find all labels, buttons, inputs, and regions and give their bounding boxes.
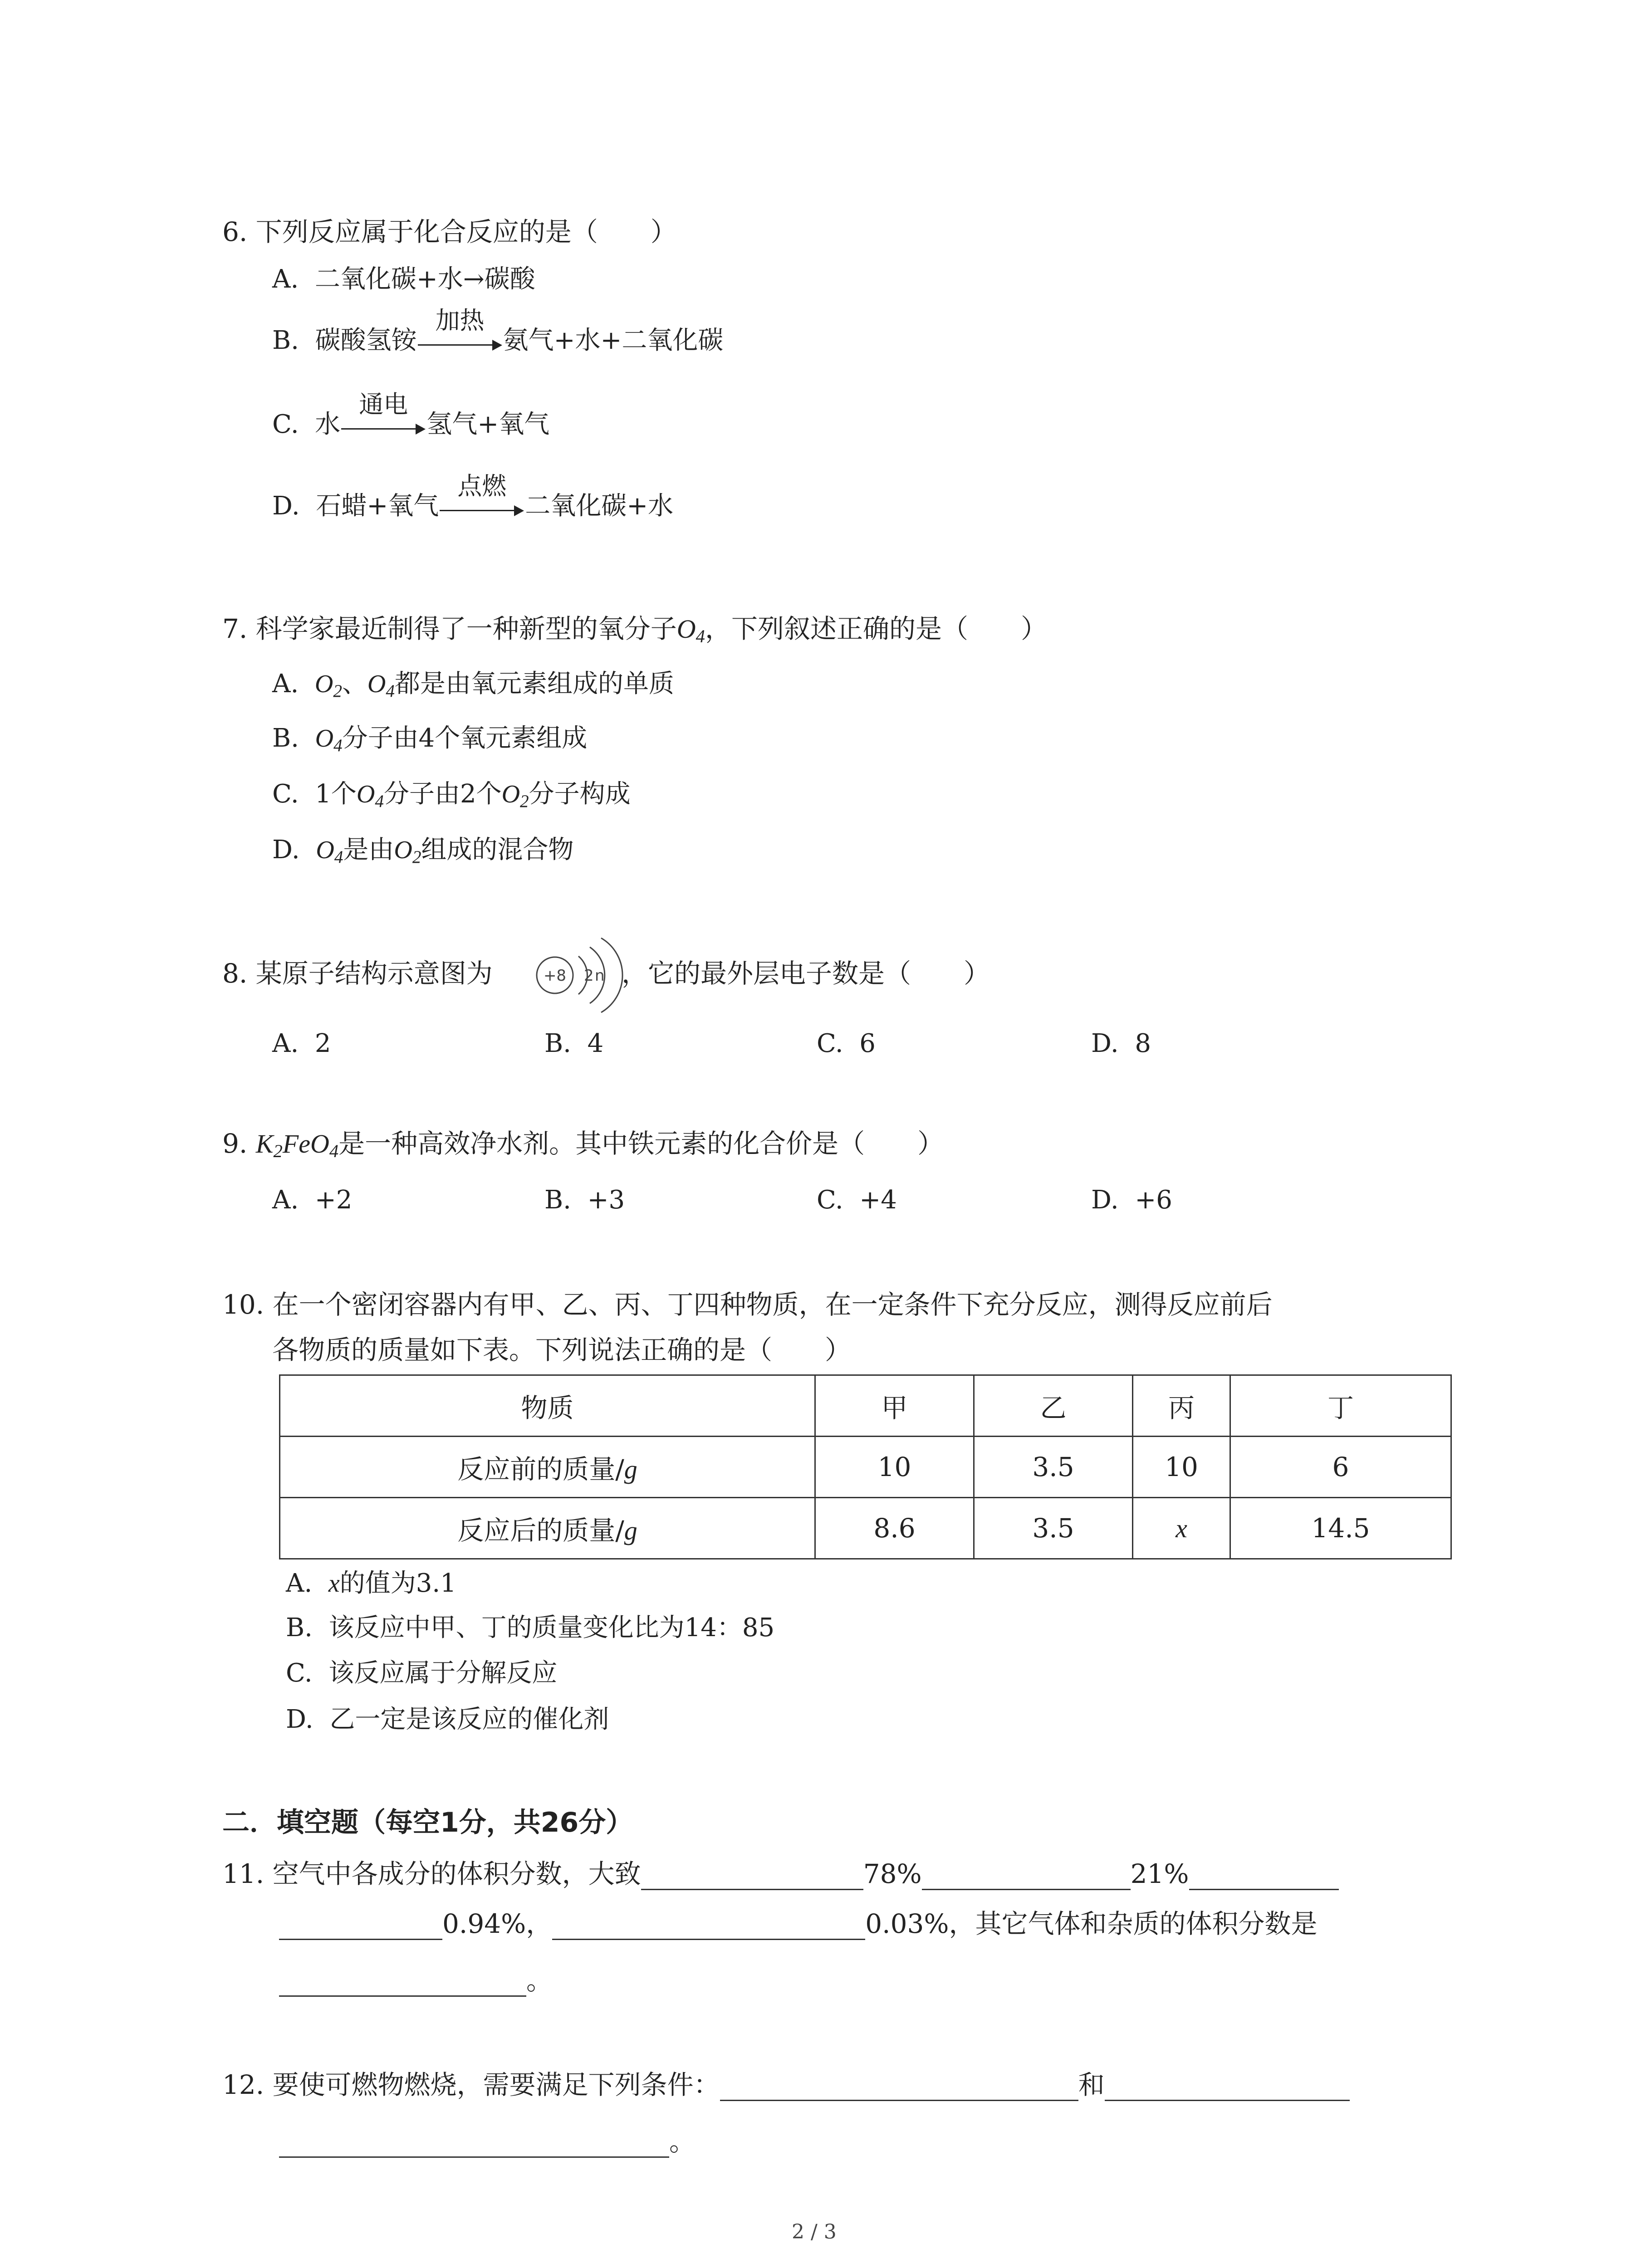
q8-stem-post: ，它的最外层电子数是（ ） [622, 958, 990, 989]
q10-stem-line1: 10. 在一个密闭容器内有甲、乙、丙、丁四种物质，在一定条件下充分反应，测得反应前后 [222, 1289, 1273, 1320]
q8-option-a: A. 2 [272, 1029, 331, 1058]
q9-option-c: C. +4 [817, 1185, 897, 1215]
value-text: 78% [863, 1858, 922, 1889]
formula: $O_4$ [676, 614, 705, 647]
q8-stem-pre: 8. 某原子结构示意图为 [222, 958, 493, 989]
q10-option-b: B. 该反应中甲、丁的质量变化比为14：85 [286, 1613, 775, 1642]
table-header-cell: 丙 [1133, 1375, 1230, 1437]
q11-line3: 。 [279, 1964, 553, 1997]
formula: $K_2FeO_4$ [255, 1129, 339, 1162]
reaction-condition: 通电 [359, 390, 408, 419]
q9-option-d: D. +6 [1091, 1185, 1172, 1215]
option-value: +2 [314, 1185, 353, 1215]
q10-option-d: D. 乙一定是该反应的催化剂 [286, 1705, 609, 1734]
option-label: D. [272, 835, 300, 865]
table-row-label: 反应后的质量/g [280, 1498, 815, 1559]
reaction-arrow [439, 472, 525, 523]
option-label: C. [272, 410, 299, 439]
product: 氢气+氧气 [426, 410, 550, 439]
table-cell: 3.5 [974, 1498, 1133, 1559]
option-text: 分子构成 [529, 779, 631, 809]
formula: $O_4$ [315, 724, 343, 755]
option-value: 6 [859, 1029, 876, 1058]
table-header-cell: 物质 [280, 1375, 815, 1437]
formula: $O_4$ [316, 836, 343, 867]
table-cell: 10 [1133, 1437, 1230, 1498]
reactant: 碳酸氢铵 [315, 326, 417, 355]
option-value: 8 [1135, 1029, 1151, 1058]
q11-line1: 11. 空气中各成分的体积分数，大致 78% 21% [222, 1857, 1339, 1890]
q12-line2: 。 [279, 2125, 696, 2158]
nucleus-charge: +8 [543, 967, 567, 985]
q12-line1: 12. 要使可燃物燃烧，需要满足下列条件： 和 [222, 2068, 1350, 2101]
q10-option-c: C. 该反应属于分解反应 [286, 1658, 558, 1688]
option-label: A. [272, 669, 299, 699]
q7-option-b [272, 722, 587, 762]
q8-option-b: B. 4 [544, 1029, 604, 1058]
table-cell: 10 [815, 1437, 974, 1498]
table-header-cell: 甲 [815, 1375, 974, 1437]
q9-stem: 9. $K_2FeO_4$是一种高效净水剂。其中铁元素的化合价是（ ） [222, 1128, 944, 1162]
reaction-arrow [417, 306, 503, 357]
answer-blank[interactable] [641, 1862, 863, 1890]
option-text: 分子由4个氧元素组成 [342, 723, 588, 753]
option-label: A. [272, 264, 299, 294]
stem-text: ，下列叙述正确的是（ ） [705, 613, 1047, 644]
value-text: 0.94%， [442, 1908, 553, 1939]
answer-blank[interactable] [279, 1969, 526, 1997]
formula: $O_2$ [314, 670, 342, 701]
option-text: 的值为3.1 [339, 1569, 456, 1598]
reactant: 水 [315, 410, 341, 439]
answer-blank[interactable] [279, 2130, 669, 2158]
table-cell: 3.5 [974, 1437, 1133, 1498]
reactant: 石蜡+氧气 [316, 491, 439, 521]
q6-option-b [272, 306, 724, 357]
answer-blank[interactable] [922, 1862, 1131, 1890]
q6-option-c [272, 390, 550, 441]
option-text: 该反应属于分解反应 [328, 1658, 558, 1688]
answer-blank[interactable] [279, 1912, 442, 1940]
q6-option-d [272, 472, 674, 523]
q8-option-d: D. 8 [1091, 1029, 1151, 1058]
option-label: D. [272, 491, 300, 521]
q9-option-b: B. +3 [544, 1185, 625, 1215]
q7-option-c: C. 1个$O_4$分子由2个$O_2$分子构成 [272, 779, 631, 811]
formula: $O_4$ [356, 780, 384, 811]
product: 二氧化碳+水 [525, 491, 674, 521]
table-cell: x [1133, 1498, 1230, 1559]
table-row [280, 1375, 1451, 1437]
q11-line2 [279, 1907, 1318, 1940]
answer-blank[interactable] [720, 2073, 1078, 2101]
table-header-cell: 乙 [974, 1375, 1133, 1437]
option-text: 乙一定是该反应的催化剂 [329, 1705, 609, 1734]
formula: $O_2$ [501, 780, 529, 811]
shell2-electrons: n [595, 967, 605, 985]
q8-option-c: C. 6 [817, 1029, 876, 1058]
reaction-condition: 加热 [435, 306, 485, 335]
option-value: +4 [859, 1185, 897, 1215]
option-value: 2 [314, 1029, 331, 1058]
answer-blank[interactable] [1105, 2073, 1350, 2101]
q7-option-a: A. $O_2$、$O_4$都是由氧元素组成的单质 [272, 669, 674, 701]
option-value: +3 [587, 1185, 625, 1215]
q10-option-a: A. x的值为3.1 [286, 1569, 456, 1598]
atom-structure-diagram [533, 930, 624, 1021]
stem-text: 是一种高效净水剂。其中铁元素的化合价是（ ） [338, 1128, 944, 1159]
table-cell: 14.5 [1230, 1498, 1451, 1559]
section-title: 二．填空题（每空1分，共26分） [222, 1807, 633, 1838]
option-label: C. [272, 779, 299, 809]
table-cell: 8.6 [815, 1498, 974, 1559]
option-text: 组成的混合物 [421, 835, 574, 865]
value-text: 21% [1130, 1858, 1189, 1889]
reaction-condition: 点燃 [457, 472, 507, 500]
q9-option-a: A. +2 [272, 1185, 353, 1215]
table-row [280, 1498, 1451, 1559]
product: 氨气+水+二氧化碳 [503, 326, 724, 355]
q7-stem [222, 612, 1047, 653]
shell1-electrons: 2 [584, 967, 594, 985]
table-row [280, 1437, 1451, 1498]
stem-text: 7. 科学家最近制得了一种新型的氧分子 [222, 613, 677, 644]
table-header-cell: 丁 [1230, 1375, 1451, 1437]
value-text: 0.03%，其它气体和杂质的体积分数是 [865, 1908, 1318, 1939]
option-text: 该反应中甲、丁的质量变化比为14：85 [328, 1613, 775, 1642]
formula: $O_2$ [394, 836, 421, 867]
answer-blank[interactable] [1189, 1862, 1339, 1890]
table-row-label: 反应前的质量/g [280, 1437, 815, 1498]
reaction-arrow [340, 390, 426, 441]
mass-table [279, 1374, 1452, 1559]
option-value: +6 [1135, 1185, 1172, 1215]
option-label: B. [272, 723, 299, 753]
table-cell: 6 [1230, 1437, 1451, 1498]
q6-stem: 6. 下列反应属于化合反应的是（ ） [222, 216, 677, 247]
option-text: 二氧化碳+水→碳酸 [314, 264, 535, 294]
page-number: 2 / 3 [792, 2220, 837, 2244]
option-value: 4 [587, 1029, 604, 1058]
q7-option-d: D. $O_4$是由$O_2$组成的混合物 [272, 835, 574, 867]
option-text: 都是由氧元素组成的单质 [394, 669, 674, 699]
answer-blank[interactable] [552, 1912, 865, 1940]
option-label: B. [272, 326, 299, 355]
q10-stem-line2: 各物质的质量如下表。下列说法正确的是（ ） [272, 1334, 852, 1365]
formula: $O_4$ [367, 670, 395, 701]
q6-option-a [272, 263, 535, 296]
